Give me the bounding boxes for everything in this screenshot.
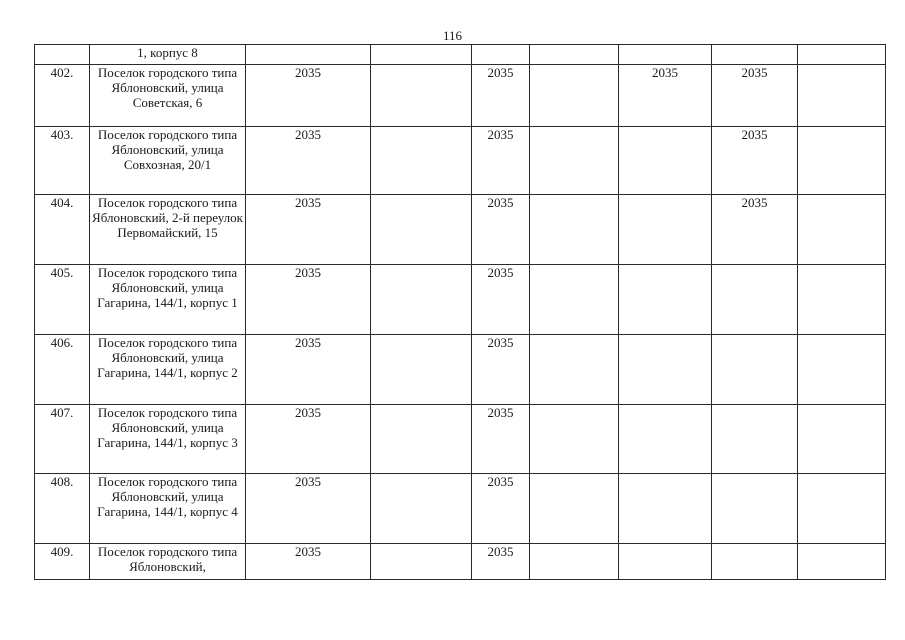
address-cell: Поселок городского типа Яблоновский, bbox=[90, 544, 246, 580]
table-row bbox=[35, 195, 886, 265]
value-cell: 2035 bbox=[712, 127, 798, 195]
row-number-cell: 405. bbox=[35, 265, 90, 335]
address-cell: Поселок городского типа Яблоновский, 2-й переулок Первомайский, 15 bbox=[90, 195, 246, 265]
row-number-cell bbox=[35, 45, 90, 65]
value-cell: 2035 bbox=[472, 65, 530, 127]
value-cell: 2035 bbox=[472, 474, 530, 544]
address-cell: Поселок городского типа Яблоновский, улица Гагарина, 144/1, корпус 4 bbox=[90, 474, 246, 544]
row-number-cell: 407. bbox=[35, 405, 90, 474]
row-number-cell: 406. bbox=[35, 335, 90, 405]
value-cell: 2035 bbox=[712, 65, 798, 127]
row-number-cell: 402. bbox=[35, 65, 90, 127]
address-cell: Поселок городского типа Яблоновский, улица Гагарина, 144/1, корпус 1 bbox=[90, 265, 246, 335]
row-number-cell: 404. bbox=[35, 195, 90, 265]
value-cell: 2035 bbox=[246, 65, 371, 127]
address-cell: Поселок городского типа Яблоновский, улица Гагарина, 144/1, корпус 3 bbox=[90, 405, 246, 474]
value-cell: 2035 bbox=[472, 405, 530, 474]
value-cell: 2035 bbox=[619, 65, 712, 127]
value-cell: 2035 bbox=[472, 544, 530, 580]
table-row bbox=[35, 544, 886, 580]
table-row bbox=[35, 474, 886, 544]
data-table bbox=[34, 44, 886, 580]
row-number-cell: 409. bbox=[35, 544, 90, 580]
value-cell: 2035 bbox=[472, 335, 530, 405]
value-cell: 2035 bbox=[246, 127, 371, 195]
address-cell: 1, корпус 8 bbox=[90, 45, 246, 65]
address-cell: Поселок городского типа Яблоновский, улица Советская, 6 bbox=[90, 65, 246, 127]
value-cell: 2035 bbox=[246, 544, 371, 580]
value-cell: 2035 bbox=[246, 405, 371, 474]
table-row bbox=[35, 45, 886, 65]
value-cell: 2035 bbox=[472, 265, 530, 335]
table-row bbox=[35, 127, 886, 195]
address-cell: Поселок городского типа Яблоновский, улица Совхозная, 20/1 bbox=[90, 127, 246, 195]
value-cell: 2035 bbox=[246, 335, 371, 405]
table-row bbox=[35, 65, 886, 127]
value-cell: 2035 bbox=[246, 265, 371, 335]
table-row bbox=[35, 265, 886, 335]
row-number-cell: 403. bbox=[35, 127, 90, 195]
address-cell: Поселок городского типа Яблоновский, улица Гагарина, 144/1, корпус 2 bbox=[90, 335, 246, 405]
value-cell: 2035 bbox=[246, 474, 371, 544]
value-cell: 2035 bbox=[472, 195, 530, 265]
table-row bbox=[35, 335, 886, 405]
row-number-cell: 408. bbox=[35, 474, 90, 544]
value-cell: 2035 bbox=[712, 195, 798, 265]
page-number: 116 bbox=[442, 28, 463, 43]
table-row bbox=[35, 405, 886, 474]
value-cell: 2035 bbox=[246, 195, 371, 265]
value-cell: 2035 bbox=[472, 127, 530, 195]
